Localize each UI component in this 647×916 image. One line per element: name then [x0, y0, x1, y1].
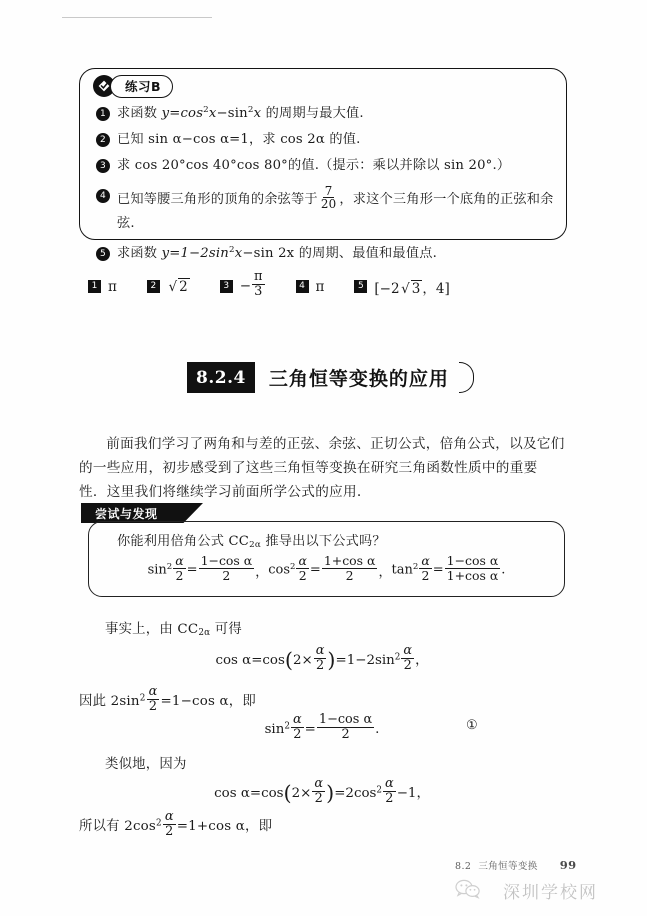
exercise-item-text: 已知 sin α−cos α=1，求 cos 2α 的值. [117, 132, 361, 148]
answer-number: 3 [220, 280, 233, 293]
answer-value: √ 2 [168, 278, 188, 295]
answer-1 [88, 279, 117, 295]
exercise-item-text: 求函数 $y=1-2\sin^2x-\sin$ 2x 的周期、最值和最值点. [117, 244, 437, 261]
formula-separator: ， [255, 564, 269, 580]
section-heading [187, 362, 474, 393]
derivation-line-4: 所以有 $2\cos^2$ $\frac{\alpha}{2}$ =1+cos α，即 [79, 809, 273, 839]
answers-row [88, 269, 480, 301]
formula-cos-half: $\cos^2$ $\frac{\alpha}{2}$ = $\frac{\text{1+cos α}}{2}$ [268, 553, 376, 583]
intro-paragraph: 前面我们学习了两角和与差的正弦、余弦、正切公式，倍角公式，以及它们的一些应用，初步感受到了这些三角恒等变换在研究三角函数性质中的重要性．这里我们将继续学习前面所学公式的应用. [79, 436, 565, 501]
exercise-list [96, 104, 558, 270]
formula-tan-half: $\tan^2$ $\frac{\alpha}{2}$ = $\frac{\text{1−cos α}}{\text{1+cos α}}$ . [391, 553, 506, 583]
answer-value: π [108, 278, 117, 295]
exercise-b-badge [93, 74, 177, 98]
answer-2 [147, 279, 190, 295]
footer-section-number: 8.2 [455, 861, 472, 872]
exercise-item-1 [96, 104, 558, 123]
half-angle-formulas [88, 553, 565, 584]
wechat-icon [455, 879, 481, 903]
exercise-item-number: 5 [96, 247, 110, 261]
answer-number: 1 [88, 280, 101, 293]
answer-4 [296, 279, 325, 295]
answer-5 [354, 277, 449, 297]
answer-value: − $\frac{\pi}{3}$ [239, 269, 263, 299]
footer-section-title: 三角恒等变换 [478, 861, 538, 872]
exercise-item-text: 已知等腰三角形的顶角的余弦等于 $\frac{7}{20}$ ，求这个三角形一个底角的正弦和余弦. [117, 183, 554, 231]
derivation-line-2: 因此 $2\sin^2$ $\frac{\alpha}{2}$ =1−cos α，即 [79, 684, 256, 714]
formula-separator: ， [378, 564, 392, 580]
answer-3 [220, 269, 266, 301]
page-number: 99 [559, 858, 577, 872]
section-bracket-decoration [459, 362, 474, 393]
exercise-item-5 [96, 244, 558, 263]
answer-number: 2 [147, 280, 160, 293]
exercise-item-2 [96, 130, 558, 149]
exercise-item-number: 4 [96, 189, 110, 203]
try-discover-banner [81, 503, 203, 523]
equation-tag-1: ① [466, 718, 478, 733]
page-footer [455, 858, 577, 872]
answer-value: [−2 √ 3 ，4] [374, 280, 450, 297]
derivation-line-3: 类似地，因为 [105, 757, 187, 772]
exercise-item-text: 求 cos 20°cos 40°cos 80°的值.（提示：乘以并除以 sin 20°.） [117, 158, 511, 174]
derivation-equation-2: $\sin^2$ $\frac{\alpha}{2}$ = $\frac{\text{1−cos α}}{2}$ . [264, 712, 380, 742]
exercise-b-label: 练习B [110, 75, 173, 98]
derivation-line-1: 事实上，由 $CC_{2\alpha}$ 可得 [105, 622, 242, 638]
try-discover-question: 你能利用倍角公式 $CC_{2\alpha}$ 推导出以下公式吗？ [117, 534, 386, 550]
exercise-item-number: 1 [96, 107, 110, 121]
try-discover-label: 尝试与发现 [95, 506, 158, 521]
exercise-item-text: 求函数 $y=\cos^2x-\sin^2x$ 的周期与最大值. [117, 105, 364, 121]
scan-artifact-line [62, 17, 212, 18]
exercise-item-number: 3 [96, 159, 110, 173]
section-title: 三角恒等变换的应用 [268, 368, 449, 390]
derivation-equation-3: cos α=cos(2× $\frac{\alpha}{2}$ )$=2\cos^2$ $\frac{\alpha}{2}$ −1， [214, 776, 430, 806]
answer-value: π [315, 278, 325, 295]
exercise-item-3 [96, 156, 558, 175]
watermark [455, 878, 598, 903]
exercise-item-number: 2 [96, 133, 110, 147]
watermark-text: 深圳学校网 [503, 883, 598, 903]
formula-sin-half: $\sin^2$ $\frac{\alpha}{2}$ = $\frac{\text{1−cos α}}{2}$ [147, 553, 253, 583]
derivation-equation-1: cos α=cos(2× $\frac{\alpha}{2}$ )$=1-2\sin^2$ $\frac{\alpha}{2}$ ， [215, 643, 429, 673]
answer-number: 4 [296, 280, 309, 293]
section-number: 8.2.4 [187, 362, 255, 393]
exercise-item-4 [96, 183, 558, 232]
answer-number: 5 [354, 280, 367, 293]
